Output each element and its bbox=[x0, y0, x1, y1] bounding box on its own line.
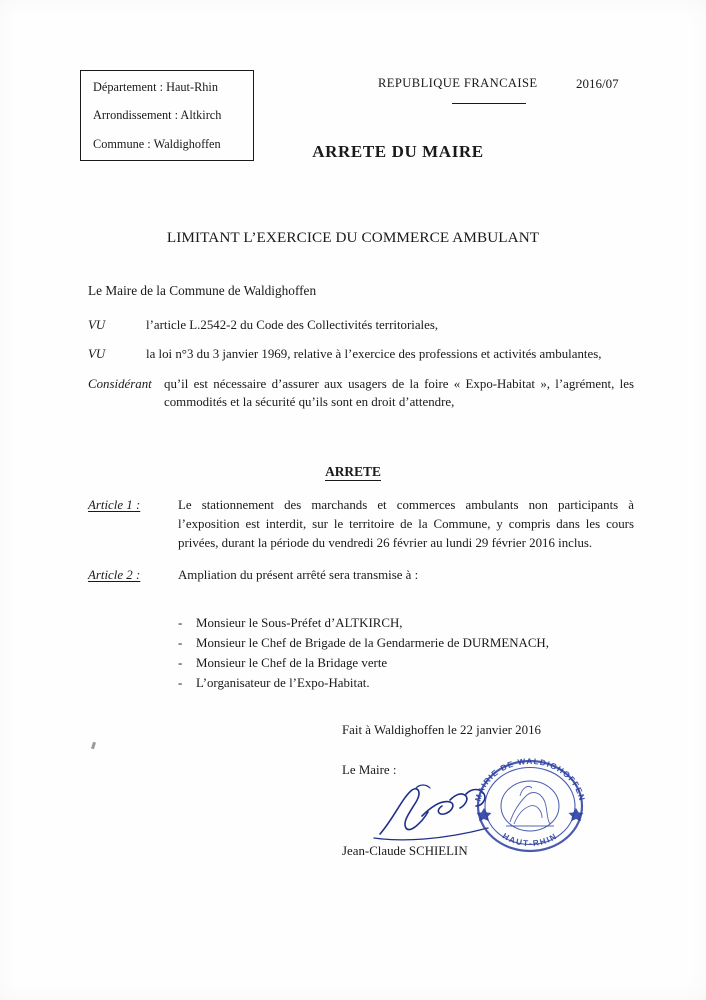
signature-title: Le Maire : bbox=[342, 763, 397, 777]
article-text: Le stationnement des marchands et commerces ambulants non participants à l’exposition est interdit, sur le territoire de la Commune, y compris dans les cours privées, durant la période du vendredi 26 février au lundi 29 février 2016 inclus. bbox=[178, 498, 634, 550]
article-item bbox=[88, 566, 634, 585]
document-subject: LIMITANT L’EXERCICE DU COMMERCE AMBULANT bbox=[166, 229, 540, 246]
article-label: Article 2 : bbox=[88, 568, 141, 583]
article-item bbox=[88, 496, 634, 552]
articles-list bbox=[88, 496, 634, 599]
clause-text: la loi n°3 du 3 janvier 1969, relative à l’exercice des professions et activités ambulantes, bbox=[146, 347, 602, 362]
recipient-item: - Monsieur le Sous-Préfet d’ALTKIRCH, bbox=[178, 613, 549, 633]
arrondissement-line: Arrondissement : Altkirch bbox=[93, 108, 222, 123]
svg-text:HAUT-RHIN: HAUT-RHIN bbox=[500, 831, 560, 849]
clause-label: VU bbox=[88, 318, 106, 332]
recipient-item: - Monsieur le Chef de la Bridage verte bbox=[178, 653, 549, 673]
clause-text: l’article L.2542-2 du Code des Collectivités territoriales, bbox=[146, 318, 439, 332]
official-stamp bbox=[462, 752, 598, 856]
clause-label: VU bbox=[88, 347, 106, 362]
mayor-intro-line: Le Maire de la Commune de Waldighoffen bbox=[88, 283, 317, 298]
clause-text: qu’il est nécessaire d’assurer aux usagers de la foire « Expo-Habitat », l’agrément, les commodités et la sécurité qu’ils sont en droit d’attendre, bbox=[164, 376, 634, 409]
article-label: Article 1 : bbox=[88, 498, 141, 512]
republic-heading: REPUBLIQUE FRANCAISE bbox=[378, 76, 538, 90]
scan-artifact bbox=[91, 742, 96, 750]
signatory-name: Jean-Claude SCHIELIN bbox=[342, 844, 468, 858]
arrete-keyword-text: ARRETE bbox=[325, 464, 381, 479]
header-divider bbox=[452, 103, 526, 104]
handwritten-signature bbox=[372, 778, 532, 848]
commune-line: Commune : Waldighoffen bbox=[93, 136, 221, 151]
svg-text:MAIRIE DE WALDIGHOFFEN: MAIRIE DE WALDIGHOFFEN bbox=[473, 757, 587, 803]
recipients-list bbox=[178, 613, 549, 694]
clauses-list bbox=[88, 316, 634, 422]
signature-place-date: Fait à Waldighoffen le 22 janvier 2016 bbox=[342, 723, 541, 737]
recipient-item: - L’organisateur de l’Expo-Habitat. bbox=[178, 673, 549, 693]
clause-label: Considérant bbox=[88, 376, 152, 391]
clause-item bbox=[88, 375, 634, 412]
arrete-keyword bbox=[0, 464, 706, 480]
document-title: ARRETE DU MAIRE bbox=[312, 142, 484, 161]
recipient-item: - Monsieur le Chef de Brigade de la Gendarmerie de DURMENACH, bbox=[178, 633, 549, 653]
article-text: Ampliation du présent arrêté sera transmise à : bbox=[178, 568, 419, 583]
document-reference: 2016/07 bbox=[576, 76, 619, 91]
clause-item bbox=[88, 316, 634, 334]
clause-item bbox=[88, 345, 634, 363]
departement-line: Département : Haut-Rhin bbox=[93, 80, 218, 94]
